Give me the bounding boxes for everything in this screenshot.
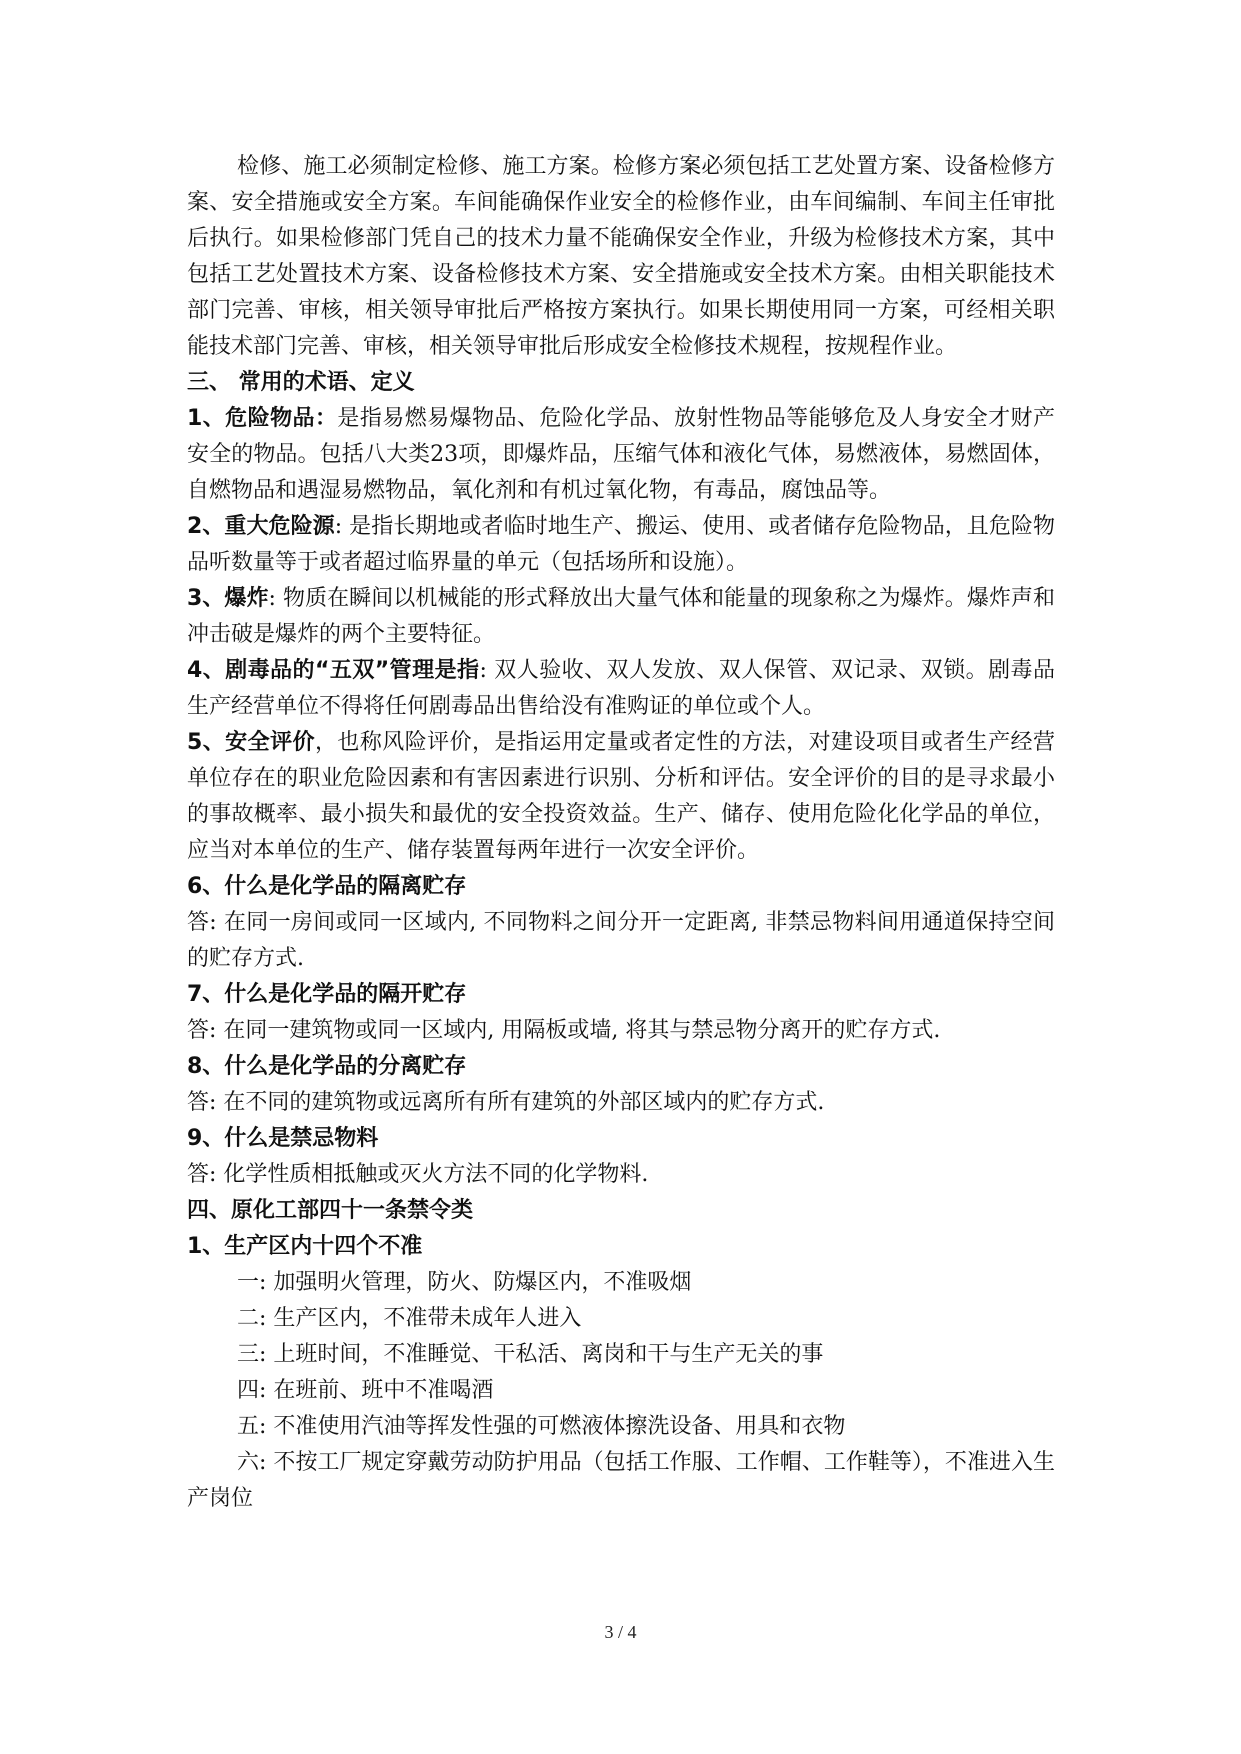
prohibition-item: 一: 加强明火管理，防火、防爆区内，不准吸烟 bbox=[237, 1270, 692, 1295]
term-major-hazard bbox=[187, 509, 1055, 581]
qa-question: 9、什么是禁忌物料 bbox=[187, 1126, 379, 1151]
intro-paragraph: 检修、施工必须制定检修、施工方案。检修方案必须包括工艺处置方案、设备检修方案、安全措施或安全方案。车间能确保作业安全的检修作业，由车间编制、车间主任审批后执行。如果检修部门凭自己的技术力量不能确保安全作业，升级为检修技术方案，其中包括工艺处置技术方案、设备检修技术方案、安全措施或安全技术方案。由相关职能技术部门完善、审核，相关领导审批后严格按方案执行。如果长期使用同一方案，可经相关职能技术部门完善、审核，相关领导审批后形成安全检修技术规程，按规程作业。 bbox=[187, 154, 1055, 359]
qa-question: 6、什么是化学品的隔离贮存 bbox=[187, 874, 467, 899]
prohibition-item: 三: 上班时间，不准睡觉、干私活、离岗和干与生产无关的事 bbox=[237, 1342, 824, 1367]
term-label: 3、爆炸 bbox=[187, 586, 269, 611]
term-definition: ，也称风险评价，是指运用定量或者定性的方法，对建设项目或者生产经营单位存在的职业危险因素和有害因素进行识别、分析和评估。安全评价的目的是寻求最小的事故概率、最小损失和最优的安全投资效益。生产、储存、使用危险化化学品的单位，应当对本单位的生产、储存装置每两年进行一次安全评价。 bbox=[187, 730, 1055, 863]
term-definition: : 物质在瞬间以机械能的形式释放出大量气体和能量的现象称之为爆炸。爆炸声和冲击破是爆炸的两个主要特征。 bbox=[187, 586, 1055, 647]
term-label: 2、重大危险源 bbox=[187, 514, 335, 539]
qa-answer: 答: 在不同的建筑物或远离所有所有建筑的外部区域内的贮存方式. bbox=[187, 1090, 825, 1115]
term-definition: : 是指长期地或者临时地生产、搬运、使用、或者储存危险物品，且危险物品听数量等于或者超过临界量的单元（包括场所和设施）。 bbox=[187, 514, 1055, 575]
term-label: 1、危险物品： bbox=[187, 406, 338, 431]
page-number: 3 / 4 bbox=[604, 1622, 637, 1642]
term-definition: : 双人验收、双人发放、双人保管、双记录、双锁。剧毒品生产经营单位不得将任何剧毒品出售给没有准购证的单位或个人。 bbox=[187, 658, 1055, 719]
qa-question: 7、什么是化学品的隔开贮存 bbox=[187, 982, 467, 1007]
term-label: 4、剧毒品的“五双”管理是指 bbox=[187, 658, 480, 683]
term-definition: 是指易燃易爆物品、危险化学品、放射性物品等能够危及人身安全才财产安全的物品。包括八大类23项，即爆炸品，压缩气体和液化气体，易燃液体，易燃固体，自燃物品和遇湿易燃物品，氧化剂和有机过氧化物，有毒品，腐蚀品等。 bbox=[187, 406, 1055, 503]
qa-answer: 答: 化学性质相抵触或灭火方法不同的化学物料. bbox=[187, 1162, 649, 1187]
section-heading-terms: 三、 常用的术语、定义 bbox=[187, 370, 415, 395]
term-dangerous-goods bbox=[187, 401, 1055, 509]
section-heading-prohibitions: 四、原化工部四十一条禁令类 bbox=[187, 1198, 474, 1223]
prohibition-item: 六: 不按工厂规定穿戴劳动防护用品（包括工作服、工作帽、工作鞋等），不准进入生产岗位 bbox=[187, 1450, 1055, 1511]
prohibition-item: 四: 在班前、班中不准喝酒 bbox=[237, 1378, 494, 1403]
qa-answer: 答: 在同一房间或同一区域内, 不同物料之间分开一定距离, 非禁忌物料间用通道保持空间的贮存方式. bbox=[187, 910, 1055, 971]
subsection-heading: 1、生产区内十四个不准 bbox=[187, 1234, 423, 1259]
prohibition-item: 五: 不准使用汽油等挥发性强的可燃液体擦洗设备、用具和衣物 bbox=[237, 1414, 846, 1439]
term-label: 5、安全评价 bbox=[187, 730, 315, 755]
page-content bbox=[187, 149, 1055, 1517]
term-explosion bbox=[187, 581, 1055, 653]
term-five-double bbox=[187, 653, 1055, 725]
term-safety-assessment bbox=[187, 725, 1055, 869]
qa-answer: 答: 在同一建筑物或同一区域内, 用隔板或墙, 将其与禁忌物分离开的贮存方式. bbox=[187, 1018, 941, 1043]
qa-question: 8、什么是化学品的分离贮存 bbox=[187, 1054, 467, 1079]
prohibition-item: 二: 生产区内，不准带未成年人进入 bbox=[237, 1306, 582, 1331]
